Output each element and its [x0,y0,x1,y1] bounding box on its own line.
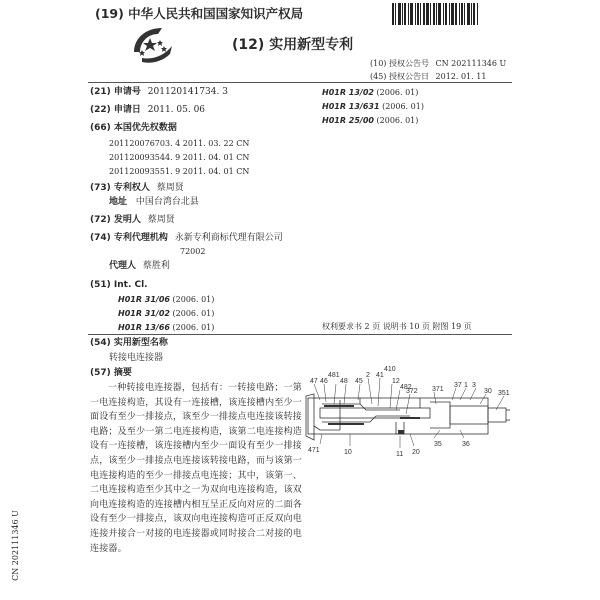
inventor: 蔡周贤 [147,215,175,225]
address-row: 地址 中国台湾台北县 [109,197,199,207]
utility-model-title: 转接电连接器 [109,353,164,363]
figure-label: 1 [464,382,468,389]
figure-label: 10 [344,449,352,456]
intcl-entry: H01R 13/66 (2006. 01) [118,323,215,332]
document-type: (12) 实用新型专利 [232,37,354,53]
figure-label: 372 [406,388,418,395]
patentee: 蔡周贤 [156,183,184,193]
abstract-text: 一种转接电连接器，包括有：一转接电路；一第一电连接构造，其设有一连接槽，该连接槽内至少一面设有至少一排接点，该至少一排接点电连接该转接电路；及至少一第二电连接构造，该第二电连接构造设有一连接槽，该连接槽内至少一面设有至少一排接点，该至少一排接点电连接该转接电路，而与该第一电连接构造的至少一排接点电连接；其中，该第一、二电连接构造至少其中之一为双向电连接构造，该双向电连接构造的连接槽内相互呈正反向对应的二面各设有至少一排接点，该双向电连接构造可正反双向电连接并接合一对接的电连接器或同时接合二对接的电连接器。 [90,383,302,554]
publication-date: 2012. 01. 11 [435,72,487,81]
figure-label: 481 [328,372,340,379]
barcode [392,3,494,25]
figure-label: 12 [392,378,400,385]
figure-label: 36 [462,441,470,448]
side-publication-number: CN 202111346 U [10,510,20,581]
figure-label: 45 [355,378,363,385]
figure-label: 410 [384,366,396,373]
priority-label: (66) 本国优先权数据 [90,123,177,133]
agency-code: 72002 [180,247,206,256]
figure-label: 46 [320,378,328,385]
section-divider [88,334,512,335]
application-date-row: (22) 申请日 2011. 05. 06 [90,105,206,115]
figure-label: 3 [472,382,476,389]
utility-model-title-label: (54) 实用新型名称 [90,338,168,348]
figure-label: 41 [376,372,384,379]
figure-label: 371 [432,386,444,393]
figure-left-cap [306,394,314,440]
publication-date-row [370,71,486,82]
office-name: (19) 中华人民共和国国家知识产权局 [95,6,304,21]
abstract-label: (57) 摘要 [90,368,132,378]
figure-label: 2 [366,372,370,379]
application-number: 201120141734. 3 [147,87,228,97]
sipo-logo [128,22,178,66]
application-date: 2011. 05. 06 [147,105,206,115]
intcl-entry: H01R 31/06 (2006. 01) [118,295,215,304]
figure-label: 47 [310,378,318,385]
agency: 永新专利商标代理有限公司 [174,233,283,243]
agency-row: (74) 专利代理机构 永新专利商标代理有限公司 [90,233,283,243]
figure-label: 471 [308,447,320,454]
intcl-label: (51) Int. Cl. [90,280,148,290]
agent: 蔡胜利 [142,261,170,271]
priority-entry: 201120093551. 9 2011. 04. 01 CN [109,167,250,176]
agent-row: 代理人 蔡胜利 [109,261,170,271]
priority-entry: 201120076703. 4 2011. 03. 22 CN [109,139,250,148]
page-count-info: 权利要求书 2 页 说明书 10 页 附图 19 页 [322,322,472,331]
patentee-row: (73) 专利权人 蔡周贤 [90,183,184,193]
figure-plug-tongue [488,408,506,422]
figure-label: 48 [340,378,348,385]
ipc-right-2: H01R 13/631 (2006. 01) [322,102,424,111]
inventor-row: (72) 发明人 蔡周贤 [90,215,175,225]
ipc-right-3: H01R 25/00 (2006. 01) [322,116,419,125]
figure-label: 35 [434,441,442,448]
figure-label: 482 [400,384,412,391]
connector-figure [300,364,515,464]
ipc-right-1: H01R 13/02 (2006. 01) [322,88,419,97]
figure-label: 30 [484,388,492,395]
header-divider [88,82,512,83]
publication-number-row [370,58,506,69]
address: 中国台湾台北县 [135,197,199,207]
publication-date-label: (45) 授权公告日 [370,72,429,81]
figure-label: 20 [412,449,420,456]
priority-entry: 201120093544. 9 2011. 04. 01 CN [109,153,250,162]
figure-label: 37 [454,382,462,389]
figure-label: 11 [396,451,404,458]
intcl-entry: H01R 31/02 (2006. 01) [118,309,215,318]
publication-number-label: (10) 授权公告号 [370,59,429,68]
publication-number: CN 202111346 U [435,59,507,68]
application-number-row: (21) 申请号 201120141734. 3 [90,87,228,97]
figure-label: 351 [498,390,510,397]
